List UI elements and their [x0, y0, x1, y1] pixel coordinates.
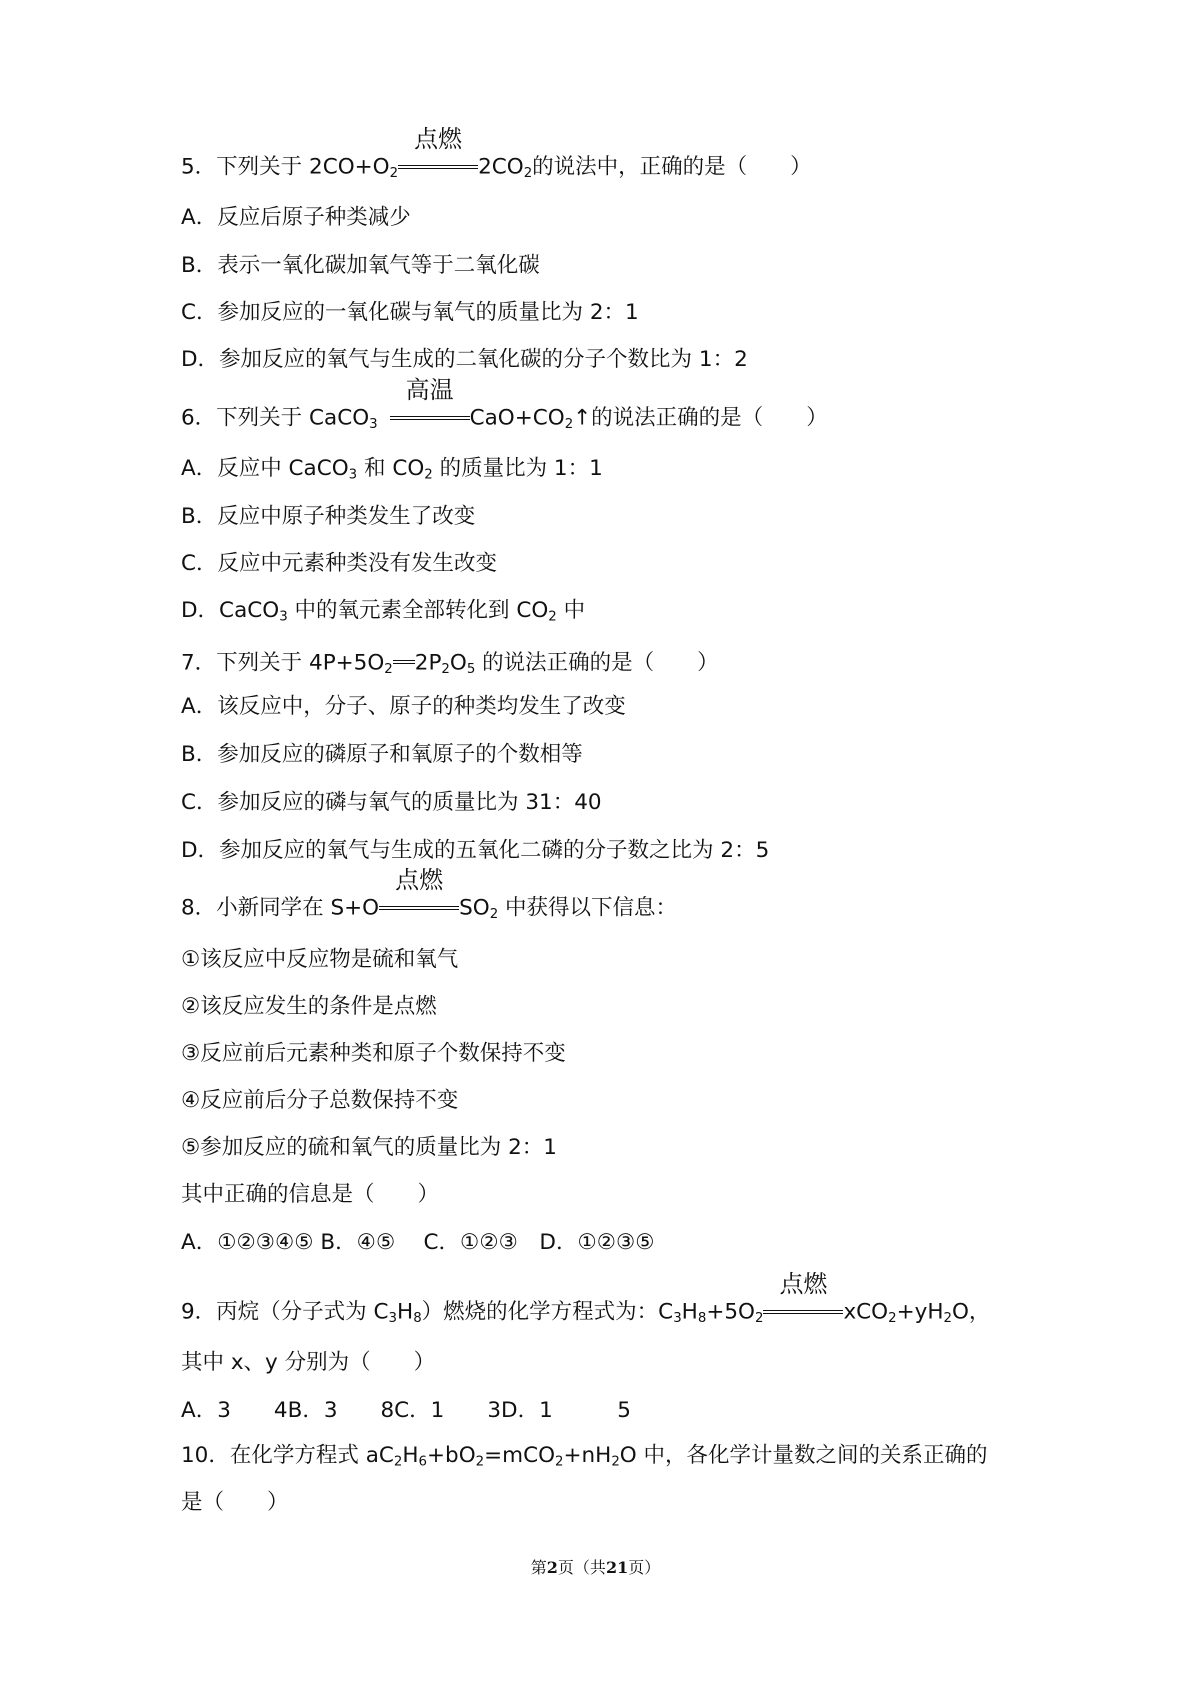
q9-line2: 其中 x、y 分别为（ ） — [181, 1350, 436, 1375]
q5-stem: 5．下列关于 $2CO+O_2$ 点燃 $2CO_2$的说法中，正确的是（ ） — [181, 124, 812, 181]
q7-option-d: D．参加反应的氧气与生成的五氧化二磷的分子数之比为 2：5 — [181, 838, 770, 863]
q8-item-4: ④反应前后分子总数保持不变 — [181, 1088, 459, 1113]
page-total: 21 — [605, 1558, 629, 1577]
equation-arrow: 点燃 — [379, 893, 459, 915]
q9-answers: A．3 4B．3 8C．1 3D．1 5 — [181, 1398, 631, 1423]
q6-option-c: C．反应中元素种类没有发生改变 — [181, 551, 498, 576]
equation-arrow: 点燃 — [398, 152, 478, 174]
q8-answers: A．①②③④⑤ B．④⑤ C．①②③ D．①②③⑤ — [181, 1230, 655, 1255]
q7-option-c: C．参加反应的磷与氧气的质量比为 31：40 — [181, 790, 602, 815]
q7-option-a: A．该反应中，分子、原子的种类均发生了改变 — [181, 694, 626, 719]
q8-item-5: ⑤参加反应的硫和氧气的质量比为 2：1 — [181, 1135, 557, 1160]
q5-option-c: C．参加反应的一氧化碳与氧气的质量比为 2：1 — [181, 300, 639, 325]
q8-item-2: ②该反应发生的条件是点燃 — [181, 994, 437, 1019]
page-number: 2 — [546, 1558, 558, 1577]
q8-question: 其中正确的信息是（ ） — [181, 1182, 440, 1207]
q6-option-d: D．CaCO$_3$ 中的氧元素全部转化到 $CO_2$ 中 — [181, 598, 586, 625]
q5-option-a: A．反应后原子种类减少 — [181, 205, 411, 230]
q6-stem: 6．下列关于 CaCO$_3$ 高温 $CaO+CO_2↑$的说法正确的是（ ） — [181, 375, 828, 432]
q8-stem: 8．小新同学在 S+O 点燃 $SO_2$ 中获得以下信息： — [181, 865, 678, 922]
q10-stem: 10．在化学方程式 $aC_2H_6+bO_2=mCO_2+nH_2O$ 中，各化学计量数之间的关系正确的 — [181, 1443, 988, 1470]
q5-option-b: B．表示一氧化碳加氧气等于二氧化碳 — [181, 253, 540, 278]
q6-option-b: B．反应中原子种类发生了改变 — [181, 504, 476, 529]
q8-item-1: ①该反应中反应物是硫和氧气 — [181, 947, 459, 972]
equation-arrow: 点燃 — [763, 1297, 843, 1319]
q7-stem: 7．下列关于 $4P+5O_2$ $2P_2O_5$ 的说法正确的是（ ） — [181, 648, 719, 676]
equals-sign — [393, 648, 415, 670]
q10-line2: 是（ ） — [181, 1490, 289, 1515]
page-footer: 第2页（共21页） — [530, 1558, 661, 1577]
q9-stem: 9．丙烷（分子式为 $C_3H_8$）燃烧的化学方程式为：$C_3H_8+5O_2$ 点燃 $xCO_2+yH_2O$， — [181, 1269, 991, 1326]
q7-option-b: B．参加反应的磷原子和氧原子的个数相等 — [181, 742, 583, 767]
q6-option-a: A．反应中 CaCO$_3$ 和 $CO_2$ 的质量比为 1：1 — [181, 456, 603, 483]
q8-item-3: ③反应前后元素种类和原子个数保持不变 — [181, 1041, 566, 1066]
q5-option-d: D．参加反应的氧气与生成的二氧化碳的分子个数比为 1：2 — [181, 347, 748, 372]
equation-arrow: 高温 — [390, 403, 470, 425]
